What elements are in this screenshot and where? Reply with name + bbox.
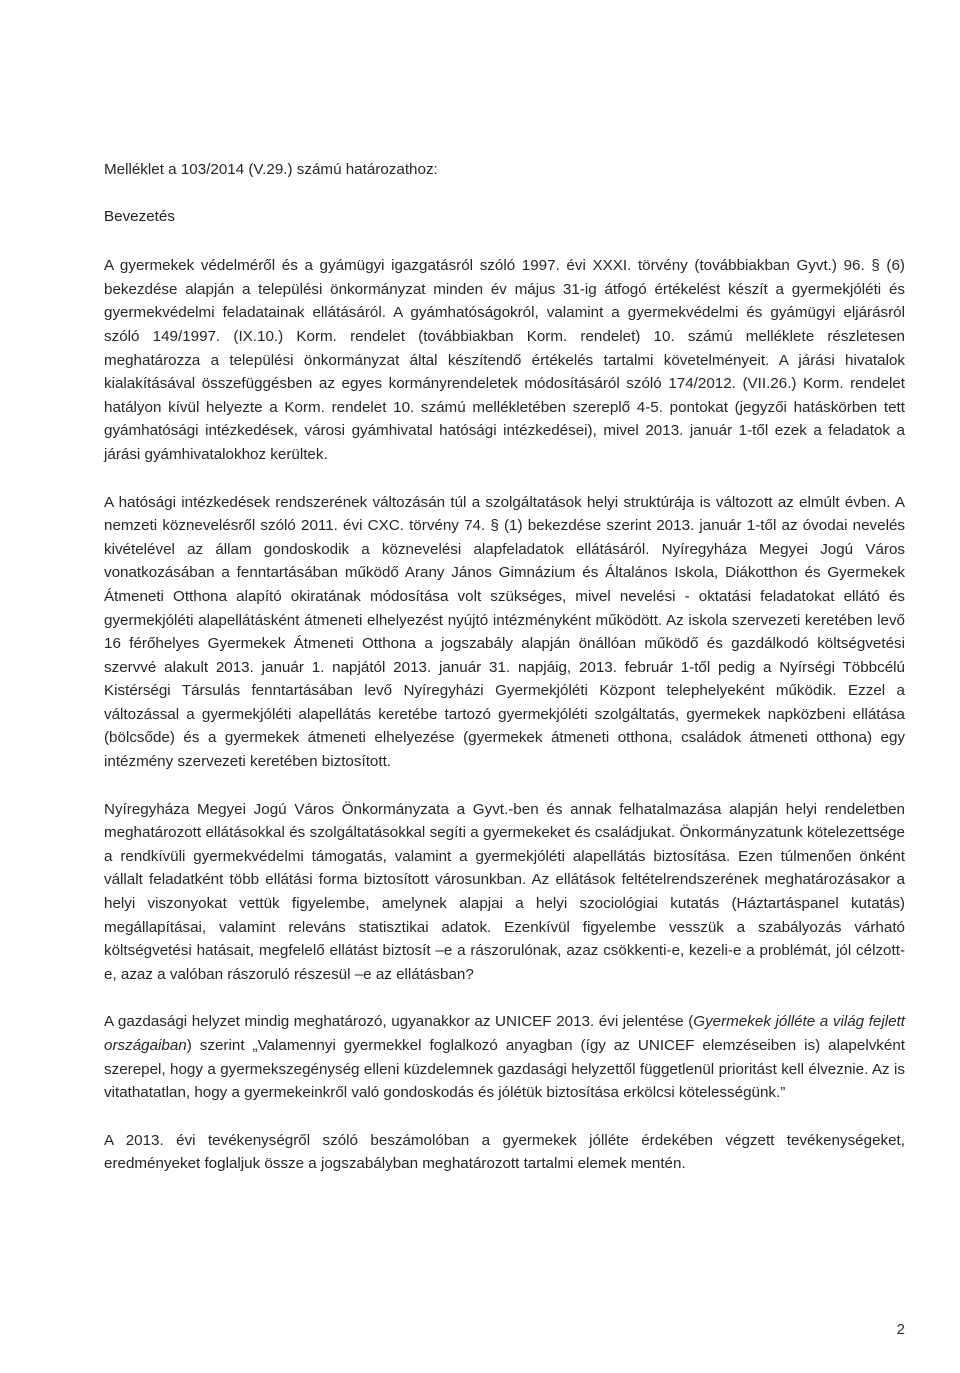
attachment-caption: Melléklet a 103/2014 (V.29.) számú határozathoz: xyxy=(104,161,438,178)
paragraph-5: A 2013. évi tevékenységről szóló beszámolóban a gyermekek jólléte érdekében végzett tevékenységeket, eredményeket foglaljuk össze a jogszabályban meghatározott tartalmi elemek mentén. xyxy=(104,1131,905,1173)
paragraph-4-text-start: A gazdasági helyzet mindig meghatározó, ugyanakkor az UNICEF 2013. évi jelentése ( xyxy=(104,1013,694,1031)
document-body xyxy=(104,158,905,1176)
paragraph-4-text-end: ) szerint „Valamennyi gyermekkel foglalkozó anyagban (így az UNICEF elemzéseiben is) alapelvként szerepel, hogy a gyermekszegénység elleni küzdelemnek gazdasági helyzettől függetlenül prioritást kell élveznie. Az is vitathatatlan, hogy a gyermekeinkről való gondoskodás és jólétük biztosítása erkölcsi kötelességünk.” xyxy=(104,1037,905,1102)
section-heading: Bevezetés xyxy=(104,207,175,225)
report-title-italic: Gyermekek jólléte a világ fejlett országaiban xyxy=(104,1013,905,1054)
paragraph-3: Nyíregyháza Megyei Jogú Város Önkormányzata a Gyvt.-ben és annak felhatalmazása alapján helyi rendeletben meghatározott ellátásokkal és szolgáltatásokkal segíti a gyermekeket és családjukat. Önkormányzatunk kötelezettsége a rendkívüli gyermekvédelmi támogatás, valamint a gyermekjóléti alapellátás biztosítása. Ezen túlmenően önként vállalt feladatként több ellátási forma biztosított városunkban. Az ellátások feltételrendszerének meghatározásakor a helyi viszonyokat vettük figyelembe, amelynek alapjai a helyi szociológiai kutatás (Háztartáspanel kutatás) megállapításai, valamint releváns statisztikai adatok. Ezenkívül figyelembe vesszük a szabályozás várható költségvetési hatásait, megfelelő ellátást biztosít –e a rászorulónak, azaz csökkenti-e, kezeli-e a problémát, jól célzott-e, azaz a valóban rászoruló részesül –e az ellátásban? xyxy=(104,800,905,983)
paragraph-4 xyxy=(104,1010,905,1104)
paragraph-1: A gyermekek védelméről és a gyámügyi igazgatásról szóló 1997. évi XXXI. törvény (továbbiakban Gyvt.) 96. § (6) bekezdése alapján a települési önkormányzat minden év május 31-ig átfogó értékelést készít a gyermekjóléti és gyermekvédelmi feladatainak ellátásáról. A gyámhatóságokról, valamint a gyermekvédelmi és gyámügyi eljárásról szóló 149/1997. (IX.10.) Korm. rendelet (továbbiakban Korm. rendelet) 10. számú melléklete részletesen meghatározza a települési önkormányzat által készítendő értékelés tartalmi követelményeit. A járási hivatalok kialakításával összefüggésben az egyes kormányrendeletek módosításáról szóló 174/2012. (VII.26.) Korm. rendelet hatályon kívül helyezte a Korm. rendelet 10. számú mellékletében szereplő 4-5. pontokat (jegyzői hatáskörben tett gyámhatósági intézkedések, városi gyámhivatal hatósági intézkedései), mivel 2013. január 1-től ezek a feladatok a járási gyámhivatalokhoz kerültek. xyxy=(104,257,905,463)
page-number: 2 xyxy=(896,1321,905,1338)
paragraph-2: A hatósági intézkedések rendszerének változásán túl a szolgáltatások helyi struktúrája is változott az elmúlt évben. A nemzeti köznevelésről szóló 2011. évi CXC. törvény 74. § (1) bekezdése szerint 2013. január 1-től az óvodai nevelés kivételével az állam gondoskodik a köznevelési alapfeladatok ellátásáról. Nyíregyháza Megyei Jogú Város vonatkozásában a fenntartásában működő Arany János Gimnázium és Általános Iskola, Diákotthon és Gyermekek Átmeneti Otthona alapító okiratának módosítása volt szükséges, mivel nevelési - oktatási feladatokat ellátó és gyermekjóléti alapellátásként átmeneti elhelyezést nyújtó intézményként működött. Az iskola szervezeti keretében levő 16 férőhelyes Gyermekek Átmeneti Otthona a jogszabály alapján önállóan működő és gazdálkodó költségvetési szervvé alakult 2013. január 1. napjától 2013. január 31. napjáig, 2013. február 1-től pedig a Nyírségi Többcélú Kistérségi Társulás fenntartásában levő Nyíregyházi Gyermekjóléti Központ telephelyeként működik. Ezzel a változással a gyermekjóléti alapellátás keretébe tartozó gyermekjóléti szolgáltatás, gyermekek napközbeni ellátása (bölcsőde) és a gyermekek átmeneti elhelyezése (gyermekek átmeneti otthona, családok átmeneti otthona) egy intézmény szervezeti keretében biztosított. xyxy=(104,493,905,771)
